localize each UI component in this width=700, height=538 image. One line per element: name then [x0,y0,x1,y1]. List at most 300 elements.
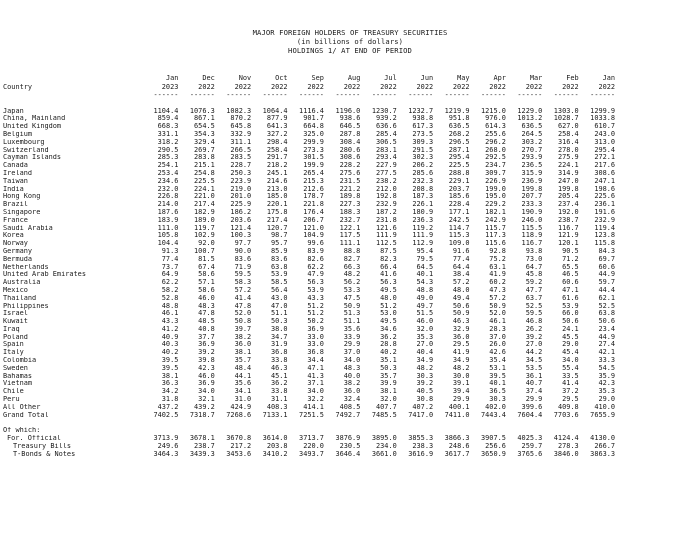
holding-value: 35.7 [234,357,252,365]
holding-value: 46.8 [525,318,543,326]
holding-value: 83.9 [307,247,324,255]
holding-value: 217.4 [194,201,215,209]
holding-value: 44.2 [525,349,543,357]
country-name: Mexico [3,286,28,294]
holding-value: 408.5 [339,403,361,411]
column-header-rule: ------ [226,91,252,100]
holding-value: 225.5 [448,162,470,170]
holding-value: 437.2 [157,403,179,411]
holding-value: 37.2 [562,388,579,396]
holding-value: 41.9 [489,271,506,279]
column-header-rule: ------ [517,91,543,100]
report-units: (in billions of dollars) [296,37,404,46]
holding-value: 212.0 [375,185,397,193]
holding-value: 7485.5 [371,411,397,419]
report-subtitle: HOLDINGS 1/ AT END OF PERIOD [288,46,412,55]
holding-value: 187.6 [157,208,179,216]
holding-value: 266.5 [230,146,252,154]
holding-value: 238.3 [412,442,434,450]
holding-value: 47.7 [525,286,543,294]
holding-value: 1299.9 [590,107,616,115]
holding-value: 27.4 [598,341,616,349]
holding-value: 226.9 [485,177,506,185]
holding-value: 3713.7 [299,435,324,443]
holding-value: 203.8 [266,442,288,450]
country-name: Saudi Arabia [3,224,53,232]
holding-value: 51.3 [343,310,361,318]
holding-value: 38.2 [343,380,361,388]
holding-value: 56.3 [380,279,397,287]
holding-value: 60.2 [489,279,506,287]
holding-value: 46.1 [489,318,506,326]
holding-value: 88.8 [343,247,361,255]
holding-value: 287.1 [448,146,470,154]
holding-value: 40.2 [380,349,397,357]
holding-value: 308.6 [594,169,616,177]
column-header-year: 2022 [380,82,397,91]
holding-value: 33.8 [270,388,288,396]
holding-value: 50.8 [234,318,252,326]
holding-value: 82.7 [343,255,361,263]
country-name: Israel [3,310,28,318]
holding-value: 63.7 [525,294,543,302]
of-which-label: Of which: [3,427,41,435]
country-name: Norway [3,240,28,248]
of-which-row [3,427,615,435]
holding-value: 191.6 [594,208,616,216]
holding-value: 59.5 [525,310,543,318]
holding-value: 120.1 [557,240,579,248]
holding-value: 33.9 [343,333,361,341]
country-name: Taiwan [3,177,28,185]
holding-value: 40.1 [489,380,506,388]
holding-value: 38.1 [161,372,179,380]
holding-value: 185.6 [448,193,470,201]
holding-value: 199.0 [485,185,506,193]
table-row [3,412,615,420]
table-row [3,349,615,357]
holding-value: 264.5 [521,130,543,138]
holding-value: 221.2 [339,185,361,193]
holding-value: 38.0 [270,325,288,333]
holding-value: 91.3 [161,247,179,255]
holding-value: 976.0 [485,115,506,123]
holding-value: 29.0 [562,341,579,349]
holding-value: 45.5 [562,333,579,341]
holding-value: 645.8 [230,123,252,131]
holding-value: 40.4 [416,349,434,357]
holding-value: 664.8 [303,123,324,131]
holding-value: 62.2 [307,263,324,271]
holding-value: 301.5 [303,154,324,162]
holding-value: 223.9 [230,177,252,185]
holding-value: 42.3 [598,380,616,388]
holding-value: 100.3 [230,232,252,240]
country-name: Netherlands [3,263,49,271]
holding-value: 28.3 [489,325,506,333]
holding-value: 53.5 [525,364,543,372]
holding-value: 93.8 [525,247,543,255]
holding-value: 49.0 [416,294,434,302]
holding-value: 234.7 [485,162,506,170]
holding-value: 175.8 [266,208,288,216]
holding-value: 229.1 [448,177,470,185]
holding-value: 39.1 [452,380,470,388]
spacer-row [3,100,615,108]
holding-value: 268.2 [448,130,470,138]
holding-value: 36.1 [525,372,543,380]
holding-value: 3453.6 [226,450,252,458]
holding-value: 232.3 [412,177,434,185]
holding-value: 90.5 [562,247,579,255]
holding-value: 183.9 [157,216,179,224]
holding-value: 617.3 [412,123,434,131]
holding-value: 99.6 [307,240,324,248]
holding-value: 250.3 [230,169,252,177]
holding-value: 270.7 [521,146,543,154]
table-row [3,147,615,155]
table-row [3,318,615,326]
table-row [3,217,615,225]
holding-value: 636.5 [448,123,470,131]
table-row [3,326,615,334]
holding-value: 115.5 [521,224,543,232]
holding-value: 50.6 [562,318,579,326]
holding-value: 217.6 [594,162,616,170]
holding-value: 48.2 [452,364,470,372]
holding-value: 29.9 [343,341,361,349]
holding-value: 65.5 [562,263,579,271]
holding-value: 3866.3 [444,435,470,443]
column-header-year: 2023 [161,82,179,91]
holding-value: 189.8 [339,193,361,201]
holding-value: 7411.0 [444,411,470,419]
holding-value: 229.2 [485,201,506,209]
holding-value: 296.2 [485,138,506,146]
holding-value: 34.0 [198,388,215,396]
holding-value: 410.0 [594,403,616,411]
holding-value: 36.5 [489,388,506,396]
table-row [3,225,615,233]
holding-value: 33.3 [598,357,616,365]
holding-value: 299.9 [303,138,324,146]
holding-value: 32.1 [198,396,215,404]
holding-value: 35.3 [598,388,616,396]
holding-value: 35.4 [489,357,506,365]
holding-value: 114.7 [448,224,470,232]
holding-value: 95.7 [270,240,288,248]
holding-value: 34.0 [307,388,324,396]
holding-value: 195.0 [485,193,506,201]
holding-value: 83.6 [270,255,288,263]
country-name: Italy [3,349,24,357]
holdings-table [3,74,615,458]
holding-value: 35.9 [598,372,616,380]
spacer-cell [3,100,615,108]
holding-value: 246.0 [521,216,543,224]
holding-value: 49.5 [380,286,397,294]
holding-value: 225.5 [194,177,215,185]
holding-value: 627.0 [557,123,579,131]
country-name: Peru [3,396,20,404]
table-row [3,373,615,381]
holding-value: 207.7 [521,193,543,201]
holding-value: 29.0 [598,396,616,404]
holding-value: 119.7 [194,224,215,232]
holding-value: 1082.3 [226,107,252,115]
column-header-rule: ------ [189,91,215,100]
month-header-row [3,74,615,83]
holding-value: 238.7 [194,442,215,450]
column-header-year: 2022 [598,82,616,91]
holding-value: 26.2 [525,325,543,333]
holding-value: 50.9 [452,310,470,318]
holding-value: 3646.4 [335,450,361,458]
country-name: Switzerland [3,146,49,154]
table-row [3,256,615,264]
holding-value: 33.8 [270,357,288,365]
holding-value: 47.0 [270,302,288,310]
holding-value: 34.9 [416,357,434,365]
holding-value: 354.3 [194,130,215,138]
holding-value: 42.6 [489,349,506,357]
holding-value: 119.2 [412,224,434,232]
holding-value: 3439.3 [189,450,215,458]
column-header-year: 2022 [562,82,579,91]
holding-value: 44.9 [598,271,616,279]
table-row [3,443,615,451]
holding-value: 1232.7 [408,107,434,115]
country-name: Thailand [3,294,37,302]
holding-value: 39.9 [380,380,397,388]
holding-value: 1064.4 [262,107,288,115]
holding-value: 41.9 [452,349,470,357]
holding-value: 37.0 [489,333,506,341]
holding-value: 100.7 [194,247,215,255]
holding-value: 1215.0 [481,107,506,115]
holding-value: 46.1 [161,310,179,318]
holding-value: 40.9 [161,333,179,341]
holding-value: 39.5 [161,364,179,372]
holding-value: 40.0 [343,372,361,380]
holding-value: 37.4 [525,388,543,396]
holding-value: 291.5 [412,146,434,154]
holding-value: 51.1 [270,310,288,318]
holding-value: 58.5 [270,279,288,287]
holding-value: 295.4 [448,154,470,162]
holding-value: 201.0 [230,193,252,201]
holding-value: 56.2 [343,279,361,287]
holding-value: 116.7 [557,224,579,232]
table-row [3,186,615,194]
holding-value: 38.2 [234,333,252,341]
holding-value: 64.9 [161,271,179,279]
holding-value: 313.0 [594,138,616,146]
holding-value: 111.9 [412,232,434,240]
holding-value: 3616.9 [408,450,434,458]
holding-value: 215.1 [194,162,215,170]
country-name: France [3,216,28,224]
column-header-rule: ------ [444,91,470,100]
holding-value: 50.9 [343,302,361,310]
holding-value: 205.4 [557,193,579,201]
holding-value: 4025.3 [517,435,543,443]
column-header-rule: ------ [553,91,579,100]
country-name: Colombia [3,357,37,365]
holding-value: 84.3 [598,247,616,255]
holding-value: 285.6 [412,169,434,177]
country-name: Brazil [3,201,28,209]
table-row [3,287,615,295]
country-name: Australia [3,279,41,287]
holding-value: 212.6 [303,185,324,193]
holding-value: 57.2 [234,286,252,294]
holding-value: 62.2 [161,279,179,287]
column-header-month: May [457,74,470,82]
holding-value: 224.1 [557,162,579,170]
holding-value: 325.0 [303,130,324,138]
holding-value: 46.3 [270,364,288,372]
holding-value: 248.6 [448,442,470,450]
holding-value: 45.4 [562,349,579,357]
holding-value: 39.2 [198,349,215,357]
holding-value: 44.1 [234,372,252,380]
holding-value: 53.3 [343,286,361,294]
country-name: India [3,185,24,193]
holding-value: 71.2 [562,255,579,263]
holding-value: 258.4 [266,146,288,154]
holding-value: 29.5 [562,396,579,404]
holding-value: 118.9 [521,232,543,240]
holding-value: 33.0 [307,333,324,341]
holding-value: 50.9 [489,302,506,310]
holding-value: 7402.5 [153,411,179,419]
holding-value: 4124.4 [553,435,579,443]
holding-value: 3650.9 [481,450,506,458]
country-name: T-Bonds & Notes [13,450,76,458]
column-header-year: 2022 [416,82,434,91]
holding-value: 225.6 [594,193,616,201]
holding-value: 123.8 [594,232,616,240]
holding-value: 36.9 [198,380,215,388]
holding-value: 293.4 [375,154,397,162]
country-name: Iraq [3,325,20,333]
holding-value: 7492.7 [335,411,361,419]
holding-value: 64.4 [452,263,470,271]
holding-value: 177.1 [448,208,470,216]
column-header-rule: ------ [590,91,616,100]
holding-value: 46.3 [452,318,470,326]
holding-value: 285.3 [157,154,179,162]
column-header-month: Sep [311,74,324,82]
holding-value: 7133.1 [262,411,288,419]
country-name: All Other [3,403,41,411]
holding-value: 56.4 [270,286,288,294]
holding-value: 269.7 [194,146,215,154]
holding-value: 1076.3 [189,107,215,115]
table-row [3,388,615,396]
holding-value: 59.5 [234,271,252,279]
holding-value: 39.5 [161,357,179,365]
holding-value: 117.3 [485,232,506,240]
holding-value: 52.0 [234,310,252,318]
holding-value: 39.2 [416,380,434,388]
holding-value: 51.2 [380,302,397,310]
table-row [3,248,615,256]
holding-value: 1104.4 [153,107,179,115]
holding-value: 30.0 [452,372,470,380]
holding-value: 7318.7 [189,411,215,419]
holding-value: 53.9 [270,271,288,279]
table-row [3,264,615,272]
holding-value: 30.3 [489,396,506,404]
holding-value: 237.4 [557,201,579,209]
column-header-rule: ------ [299,91,324,100]
holding-value: 192.0 [557,208,579,216]
country-name: United Kingdom [3,123,62,131]
column-header-month: Oct [275,74,288,82]
holding-value: 40.7 [525,380,543,388]
holding-value: 48.8 [161,302,179,310]
holding-value: 283.1 [375,146,397,154]
holding-value: 268.0 [485,146,506,154]
holding-value: 49.5 [380,318,397,326]
holding-value: 208.8 [412,185,434,193]
holding-value: 273.3 [303,146,324,154]
holding-value: 3670.8 [226,435,252,443]
holding-value: 7604.4 [517,411,543,419]
holding-value: 34.4 [307,357,324,365]
holding-value: 51.2 [307,302,324,310]
holding-value: 3661.0 [371,450,397,458]
holding-value: 59.7 [598,279,616,287]
holding-value: 46.0 [198,294,215,302]
holding-value: 3678.1 [189,435,215,443]
holding-value: 256.6 [485,442,506,450]
holding-value: 48.8 [416,286,434,294]
holding-value: 219.0 [230,185,252,193]
holding-value: 33.5 [562,372,579,380]
holding-value: 867.1 [194,115,215,123]
holding-value: 213.0 [266,185,288,193]
holding-value: 32.0 [416,325,434,333]
holding-value: 308.4 [339,138,361,146]
country-name: Japan [3,107,24,115]
holding-value: 668.3 [157,123,179,131]
holding-value: 3765.6 [517,450,543,458]
holding-value: 308.6 [339,154,361,162]
holding-value: 29.9 [525,396,543,404]
holding-value: 646.5 [339,123,361,131]
holding-value: 48.0 [452,286,470,294]
holding-value: 38.4 [452,271,470,279]
holding-value: 39.4 [452,388,470,396]
holding-value: 49.7 [416,302,434,310]
holding-value: 30.8 [416,396,434,404]
country-name: Grand Total [3,411,49,419]
holding-value: 259.7 [521,442,543,450]
table-row [3,396,615,404]
holding-value: 41.2 [161,325,179,333]
country-name: For. Official [7,435,61,443]
holding-value: 901.7 [303,115,324,123]
holding-value: 47.8 [198,310,215,318]
holding-value: 66.4 [380,263,397,271]
holding-value: 939.2 [375,115,397,123]
column-header-year: 2022 [343,82,361,91]
column-header-year: 2022 [525,82,543,91]
holding-value: 636.5 [521,123,543,131]
